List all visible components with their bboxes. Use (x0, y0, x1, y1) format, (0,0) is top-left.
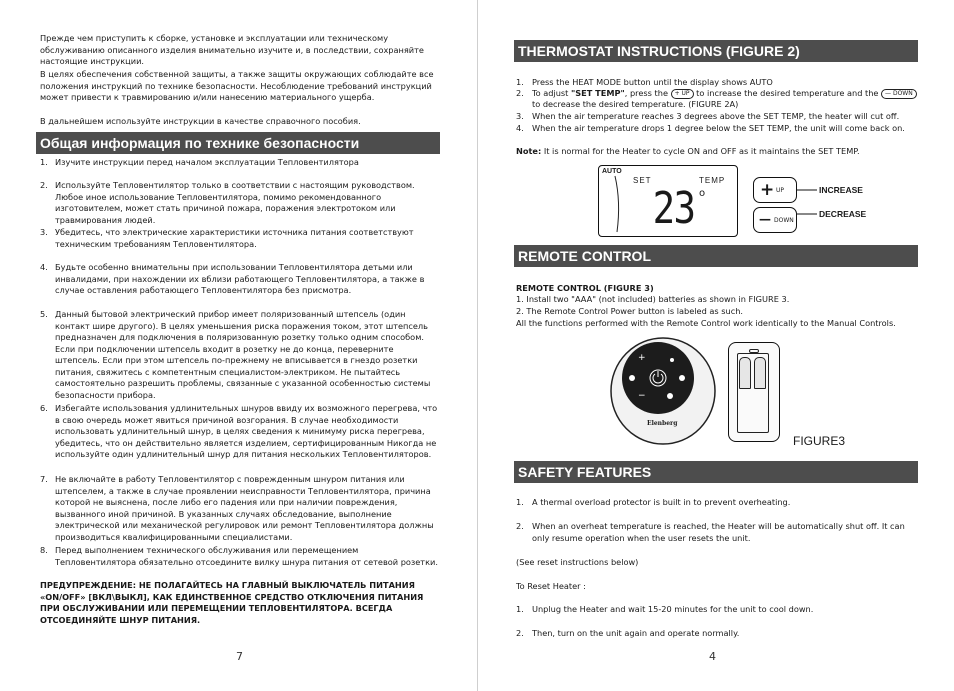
item-number: 6. (40, 403, 48, 413)
thermostat-step-2-cont: to decrease the desired temperature. (FIGURE 2A) (532, 99, 739, 109)
decrease-label: DECREASE (819, 209, 867, 219)
to-reset-heater: To Reset Heater : (516, 581, 586, 591)
up-button[interactable] (753, 177, 797, 203)
safety-item-8: Перед выполнением технического обслуживания или перемещением Тепловентилятора обязательно отсоедините вилку шнура питания от сетевой розетки. (55, 545, 438, 567)
remote-osc-button-icon (670, 358, 674, 362)
intro-paragraph-1: Прежде чем приступить к сборке, установке и эксплуатации или техническому обслуживанию описанного изделия внимательно изучите и, в последствии, сохраняйте настоящие инструкции. (40, 33, 424, 66)
plus-icon: + (760, 180, 775, 200)
safety-item-4: Будьте особенно внимательны при использовании Тепловентилятора детьми или инвалидами, при нахождении их вблизи работающего Тепловентилятора, а также в случае оставления работающего Тепловентилятора без присмотра. (55, 262, 425, 295)
callout-lines (797, 180, 817, 240)
reset-step-1: Unplug the Heater and wait 15-20 minutes for the unit to cool down. (532, 604, 814, 614)
section-title-safety-general: Общая информация по технике безопасности (36, 132, 440, 154)
page-number-right: 4 (709, 650, 716, 663)
section-title-remote: REMOTE CONTROL (514, 245, 918, 267)
safety-item-3: Убедитесь, что электрические характеристики источника питания соответствуют техническим требованиям Тепловентилятора. (55, 227, 414, 249)
battery-icon (739, 357, 751, 389)
battery-compartment (728, 342, 780, 442)
remote-line-2: 2. The Remote Control Power button is labeled as such. (516, 306, 744, 316)
remote-line-1: 1. Install two "AAA" (not included) batteries as shown in FIGURE 3. (516, 294, 790, 304)
step2-text-b: , press the (624, 88, 668, 98)
display-bezel-left (615, 176, 619, 232)
step-number: 3. (516, 111, 524, 121)
note-label: Note: (516, 146, 542, 156)
item-number: 4. (40, 262, 48, 272)
note-text: It is normal for the Heater to cycle ON and OFF as it maintains the SET TEMP. (541, 146, 860, 156)
section-title-thermostat: THERMOSTAT INSTRUCTIONS (FIGURE 2) (514, 40, 918, 62)
display-set: SET (633, 176, 652, 185)
reset-number: 2. (516, 628, 524, 638)
step2-set-temp: "SET TEMP" (570, 88, 625, 98)
inline-up-button-icon: + UP (671, 89, 694, 99)
see-reset-instructions: (See reset instructions below) (516, 557, 639, 567)
remote-fan-button-icon (667, 393, 673, 399)
safety-number: 2. (516, 521, 524, 531)
increase-label: INCREASE (819, 185, 863, 195)
item-number: 7. (40, 474, 48, 484)
intro-paragraph-3: В дальнейшем используйте инструкции в качестве справочного пособия. (40, 116, 361, 126)
right-page (477, 0, 954, 691)
safety-item-2: Используйте Тепловентилятор только в соответствии с настоящим руководством. Любое иное использование Тепловентилятора, помимо рекомендованного изготовителем, может стать причиной пожара, поражения электротоком или травмирования людей. (55, 180, 415, 225)
thermostat-note (516, 146, 926, 158)
reset-step-2: Then, turn on the unit again and operate normally. (532, 628, 740, 638)
display-degree: o (699, 188, 706, 199)
remote-brand-logo: Elenberg (647, 420, 678, 427)
remote-timer-button-icon (679, 375, 685, 381)
item-number: 5. (40, 309, 48, 319)
display-temperature-value: 23 (652, 183, 695, 234)
display-temp: TEMP (699, 176, 726, 185)
safety-feature-2: When an overheat temperature is reached, the Heater will be automatically shut off. It can only resume operation when the user resets the unit. (532, 521, 905, 543)
remote-control-illustration (608, 336, 718, 446)
safety-item-5: Данный бытовой электрический прибор имеет поляризованный штепсель (один контакт шире другого). В целях уменьшения риска поражения током, этот штепсель предназначен для подключения в поляризованную розетку только одним способом. Если при подключении штепсель входит в розетку не до конца, переверните штепсель. Если при этом штепсель по-прежнему не вписывается в гнездо розетки питания, свяжитесь с компетентным специалистом-электриком. Не пытайтесь самостоятельно разрешить проблемы, связанные с указанной особенностью системы безопасности прибора. (55, 309, 431, 400)
thermostat-display-figure (598, 165, 738, 237)
minus-icon: — (759, 212, 771, 226)
remote-subtitle: REMOTE CONTROL (FIGURE 3) (516, 283, 654, 293)
thermostat-step-4: When the air temperature drops 1 degree below the SET TEMP, the unit will come back on. (532, 123, 905, 133)
item-number: 1. (40, 157, 48, 167)
page-number-left: 7 (236, 650, 243, 663)
display-auto: AUTO (602, 168, 622, 175)
safety-feature-1: A thermal overload protector is built in to prevent overheating. (532, 497, 791, 507)
item-number: 8. (40, 545, 48, 555)
section-title-safety-features: SAFETY FEATURES (514, 461, 918, 483)
step-number: 4. (516, 123, 524, 133)
thermostat-step-2 (532, 88, 922, 100)
warning-text: ПРЕДУПРЕЖДЕНИЕ: НЕ ПОЛАГАЙТЕСЬ НА ГЛАВНЫЙ ВЫКЛЮЧАТЕЛЬ ПИТАНИЯ «ON/OFF» [ВКЛ\ВЫКЛ], КАК ЕДИНСТВЕННОЕ СРЕДСТВО ОТКЛЮЧЕНИЯ ПИТАНИЯ ПРИ ОБСЛУЖИВАНИИ ИЛИ ПЕРЕМЕЩЕНИИ ТЕПЛОВЕНТИЛЯТОРА. ВСЕГДА ОТСОЕДИНЯЙТЕ ШНУР ПИТАНИЯ. (40, 580, 424, 625)
figure-3-label: FIGURE3 (793, 434, 846, 448)
battery-icon (754, 357, 766, 389)
step-number: 1. (516, 77, 524, 87)
battery-tab (749, 349, 759, 353)
inline-down-button-icon: — DOWN (881, 89, 917, 99)
safety-item-7: Не включайте в работу Тепловентилятор с поврежденным шнуром питания или штепселем, а также в случае проявлении неисправности Тепловентилятора, причина которой не выяснена, после либо его падения или при наличии повреждения, вызванного иной причиной. В указанных случаях обследование, выполнение электрической или механической регулировок или ремонт Тепловентилятора должны производиться квалифицированными специалистами. (55, 474, 434, 542)
item-number: 3. (40, 227, 48, 237)
step2-text-a: To adjust (532, 88, 571, 98)
item-number: 2. (40, 180, 48, 190)
up-label: UP (776, 187, 785, 194)
safety-number: 1. (516, 497, 524, 507)
safety-item-1: Изучите инструкции перед началом эксплуатации Тепловентилятора (55, 157, 359, 167)
down-button[interactable] (753, 207, 797, 233)
remote-mode-button-icon (629, 375, 635, 381)
reset-number: 1. (516, 604, 524, 614)
thermostat-step-3: When the air temperature reaches 3 degrees above the SET TEMP, the heater will cut off. (532, 111, 900, 121)
remote-minus-icon: − (638, 391, 646, 401)
step-number: 2. (516, 88, 524, 98)
down-label: DOWN (774, 217, 794, 224)
remote-line-3: All the functions performed with the Remote Control work identically to the Manual Controls. (516, 318, 896, 328)
step2-text-c: to increase the desired temperature and the (696, 88, 879, 98)
safety-item-6: Избегайте использования удлинительных шнуров ввиду их возможного перегрева, что в свою очередь может явиться причиной возгорания. В случае необходимости использовать удлинительный шнур, в целях сведения к минимуму риска перегрева, убедитесь, что он действительно является изделием, сертифицированным Никогда не используйте один удлинительный шнур для питания нескольких Тепловентиляторов. (55, 403, 438, 459)
remote-plus-icon: + (638, 353, 646, 363)
intro-paragraph-2: В целях обеспечения собственной защиты, а также защиты окружающих соблюдайте все положения инструкций по технике безопасности. Несоблюдение требований инструкций может привести к травмированию и/или нанесению материального ущерба. (40, 69, 434, 102)
thermostat-step-1: Press the HEAT MODE button until the display shows AUTO (532, 77, 773, 87)
